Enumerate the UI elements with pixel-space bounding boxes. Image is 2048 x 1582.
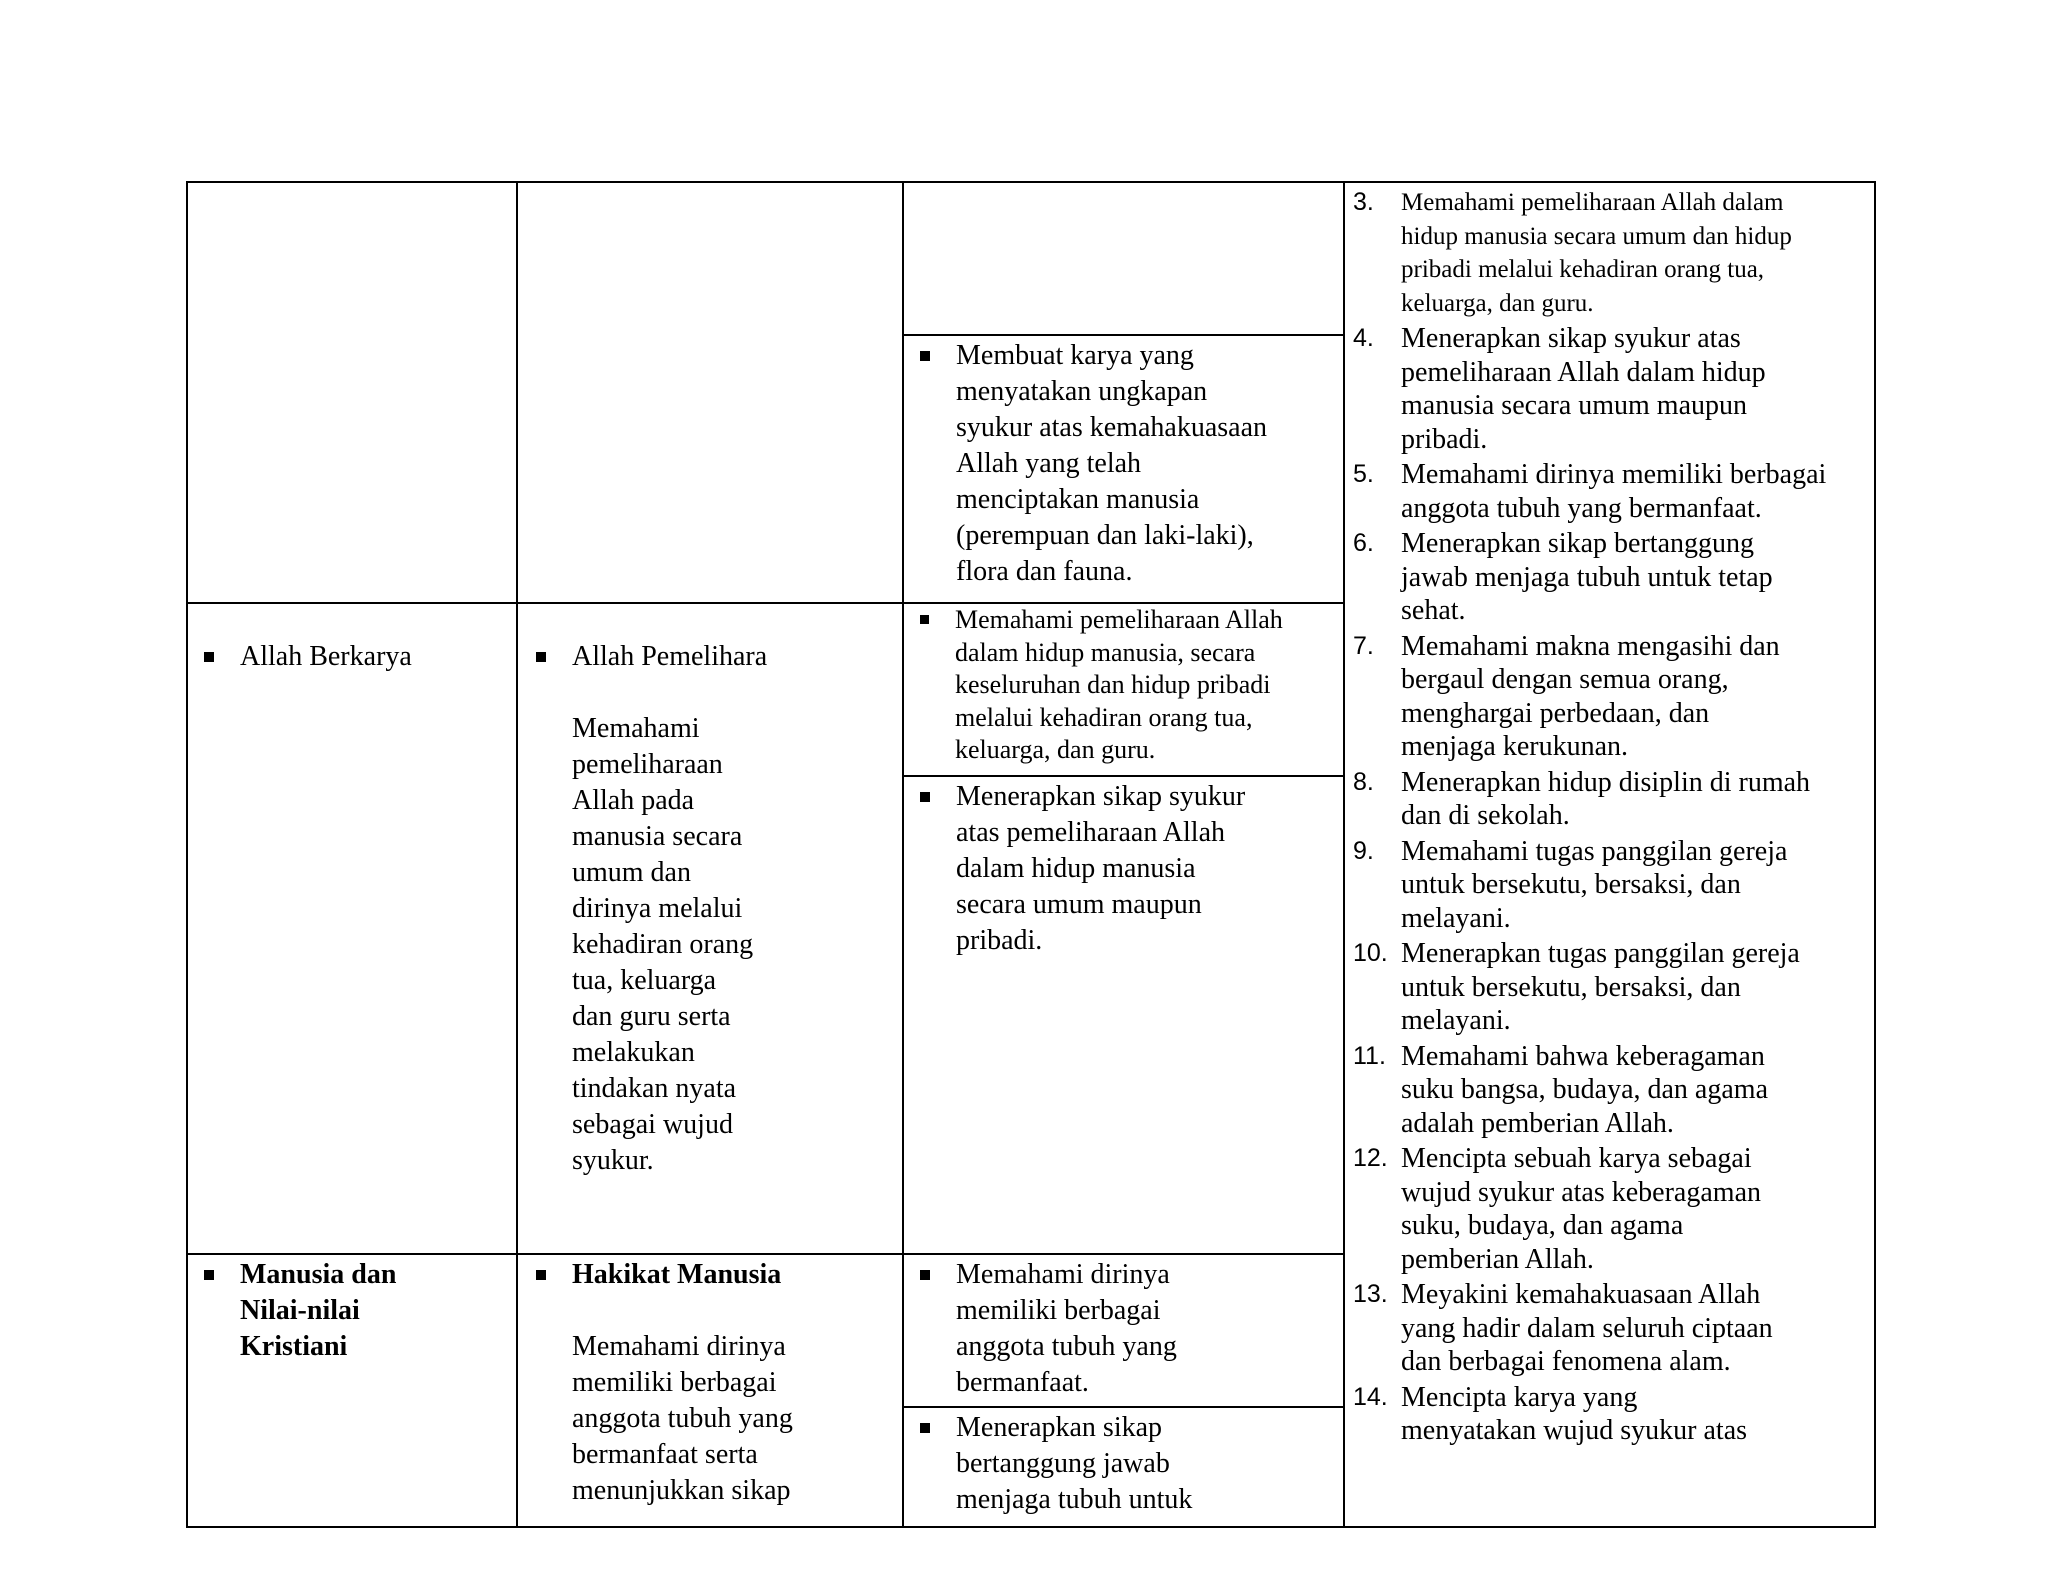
objective-number: 7.	[1353, 631, 1374, 660]
bullet-square-icon	[920, 792, 930, 802]
competency-text: Memahami dirinya memiliki berbagai anggota tubuh yang bermanfaat.	[956, 1259, 1177, 1398]
objective-number: 10.	[1353, 939, 1388, 967]
topic-text: Manusia dan Nilai-nilai Kristiani	[240, 1259, 397, 1362]
objective-number: 12.	[1353, 1144, 1388, 1172]
objective-number: 4.	[1353, 324, 1374, 352]
objective-text: Memahami makna mengasihi dan bergaul dengan semua orang, menghargai perbedaan, dan menjaga kerukunan.	[1401, 630, 1780, 762]
objective-text: Memahami pemeliharaan Allah dalam hidup manusia secara umum dan hidup pribadi melalui kehadiran orang tua, keluarga, dan guru.	[1401, 189, 1792, 317]
objective-text: Menerapkan sikap bertanggung jawab menjaga tubuh untuk tetap sehat.	[1401, 528, 1773, 626]
objective-number: 8.	[1353, 767, 1374, 796]
bullet-square-icon	[920, 351, 930, 361]
bullet-square-icon	[536, 652, 546, 662]
competency-text: Menerapkan sikap bertanggung jawab menjaga tubuh untuk	[956, 1412, 1193, 1515]
objective-number: 3.	[1353, 188, 1374, 216]
bullet-square-icon	[536, 1270, 546, 1280]
objective-item	[1353, 322, 1873, 456]
objective-text: Memahami bahwa keberagaman suku bangsa, budaya, dan agama adalah pemberian Allah.	[1401, 1040, 1768, 1139]
objective-text: Menerapkan hidup disiplin di rumah dan di sekolah.	[1401, 766, 1811, 831]
competency-divider-3	[902, 1406, 1344, 1408]
bullet-square-icon	[920, 1270, 930, 1280]
row3-topic	[204, 1257, 504, 1365]
objective-item	[1353, 186, 1873, 320]
column-divider-3	[1343, 181, 1345, 1528]
bullet-square-icon	[920, 615, 929, 624]
row3-competency-2	[920, 1410, 1330, 1518]
column-divider-2	[902, 181, 904, 1528]
objective-item	[1353, 1278, 1873, 1379]
objective-item	[1353, 1040, 1873, 1141]
competency-divider-2	[902, 775, 1344, 777]
competency-text: Menerapkan sikap syukur atas pemeliharaan Allah dalam hidup manusia secara umum maupun pribadi.	[956, 781, 1246, 956]
objective-number: 5.	[1353, 460, 1374, 488]
subtopic-description: Memahami pemeliharaan Allah pada manusia secara umum dan dirinya melalui kehadiran orang tua, keluarga dan guru serta melakukan tindakan nyata sebagai wujud syukur.	[572, 713, 754, 1176]
objective-number: 13.	[1353, 1280, 1388, 1308]
objective-item	[1353, 527, 1873, 628]
row3-subtopic	[536, 1257, 886, 1509]
row-divider-2	[186, 1253, 1344, 1255]
column-divider-1	[516, 181, 518, 1528]
bullet-square-icon	[204, 1270, 214, 1280]
objectives-list	[1353, 186, 1873, 1448]
objective-text: Mencipta karya yang menyatakan wujud syukur atas	[1401, 1381, 1748, 1446]
bullet-square-icon	[204, 652, 214, 662]
objective-number: 11.	[1353, 1041, 1386, 1070]
objective-text: Meyakini kemahakuasaan Allah yang hadir dalam seluruh ciptaan dan berbagai fenomena alam.	[1401, 1279, 1773, 1377]
row2-competency-1	[920, 604, 1340, 767]
subtopic-title: Allah Pemelihara	[572, 641, 768, 672]
objective-number: 9.	[1353, 836, 1374, 865]
objective-item	[1353, 766, 1873, 833]
objective-item	[1353, 937, 1873, 1038]
objective-number: 6.	[1353, 529, 1374, 557]
objective-text: Menerapkan tugas panggilan gereja untuk bersekutu, bersaksi, dan melayani.	[1401, 938, 1800, 1036]
objective-item	[1353, 835, 1873, 936]
competency-text: Memahami pemeliharaan Allah dalam hidup manusia, secara keseluruhan dan hidup pribadi melalui kehadiran orang tua, keluarga, dan guru.	[955, 605, 1283, 764]
subtopic-title: Hakikat Manusia	[572, 1259, 782, 1290]
objective-text: Memahami dirinya memiliki berbagai anggota tubuh yang bermanfaat.	[1401, 459, 1827, 524]
objective-item	[1353, 630, 1873, 764]
bullet-square-icon	[920, 1423, 930, 1433]
objective-number: 14.	[1353, 1382, 1388, 1411]
objective-item	[1353, 1381, 1873, 1448]
subtopic-description: Memahami dirinya memiliki berbagai anggota tubuh yang bermanfaat serta menunjukkan sikap	[572, 1331, 793, 1506]
competency-text: Membuat karya yang menyatakan ungkapan syukur atas kemahakuasaan Allah yang telah menciptakan manusia (perempuan dan laki-laki), flora dan fauna.	[956, 340, 1267, 587]
row1-competency-2	[920, 338, 1330, 590]
row2-competency-2	[920, 779, 1330, 959]
row2-topic	[204, 639, 504, 675]
competency-divider-1	[902, 334, 1344, 336]
objective-item	[1353, 1142, 1873, 1276]
objective-text: Mencipta sebuah karya sebagai wujud syukur atas keberagaman suku, budaya, dan agama pemberian Allah.	[1401, 1143, 1761, 1275]
topic-text: Allah Berkarya	[240, 641, 412, 672]
objective-item	[1353, 458, 1873, 525]
objective-text: Menerapkan sikap syukur atas pemeliharaan Allah dalam hidup manusia secara umum maupun pribadi.	[1401, 323, 1766, 455]
row3-competency-1	[920, 1257, 1330, 1401]
objective-text: Memahami tugas panggilan gereja untuk bersekutu, bersaksi, dan melayani.	[1401, 835, 1788, 934]
row2-subtopic	[536, 639, 886, 1179]
